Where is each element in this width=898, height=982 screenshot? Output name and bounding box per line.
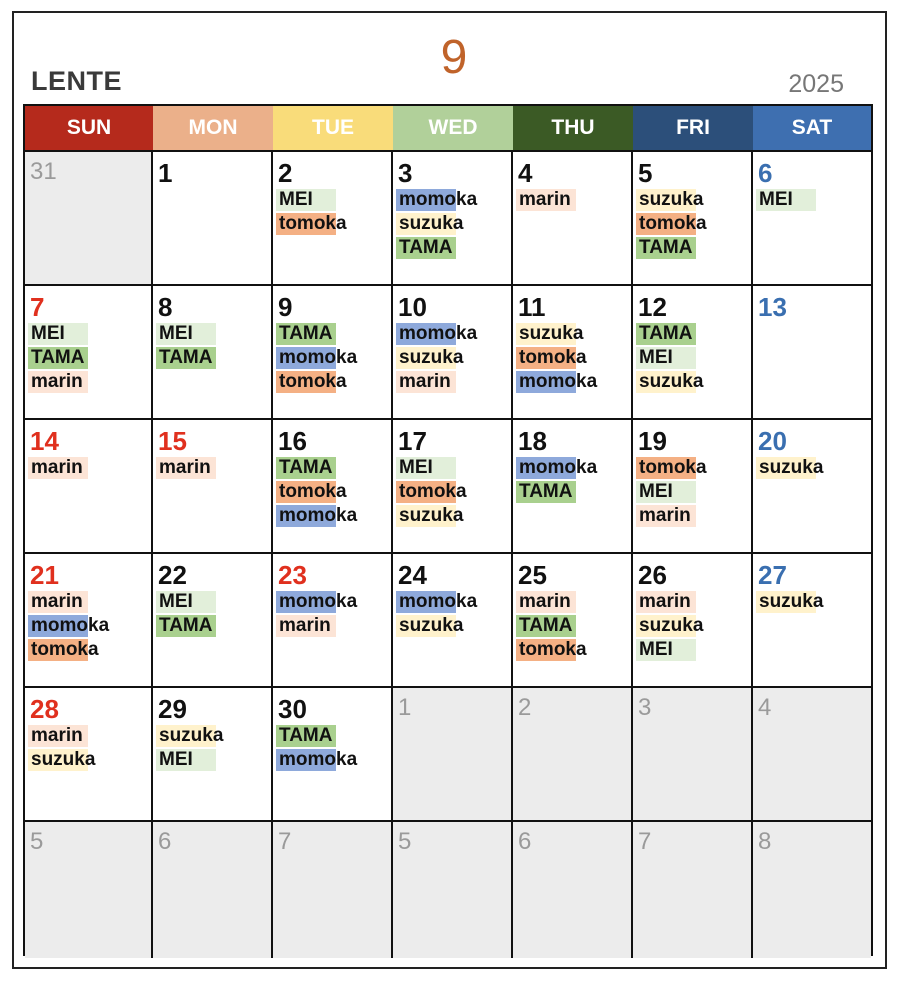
day-cell-other-month[interactable] — [633, 688, 753, 820]
event-list — [516, 322, 597, 394]
event-label: MEI — [639, 639, 673, 660]
day-cell-other-month[interactable] — [753, 688, 871, 820]
week-row — [25, 420, 871, 554]
event-label: suzuka — [759, 591, 824, 612]
event-label: momoka — [279, 591, 358, 612]
event-label: momoka — [519, 371, 598, 392]
day-number: 22 — [158, 560, 187, 590]
event-list — [28, 724, 95, 772]
event-label: TAMA — [639, 237, 693, 258]
day-number: 26 — [638, 560, 667, 590]
event-list — [156, 724, 223, 772]
event-label: TAMA — [399, 237, 453, 258]
event-tama[interactable] — [156, 346, 212, 370]
event-suzuka[interactable] — [636, 188, 707, 212]
day-number: 24 — [398, 560, 427, 590]
event-tomoka[interactable] — [636, 212, 707, 236]
event-label: TAMA — [279, 323, 333, 344]
event-label: suzuka — [399, 615, 464, 636]
event-label: tomoka — [519, 639, 587, 660]
day-cell[interactable] — [513, 554, 633, 686]
day-cell[interactable] — [633, 286, 753, 418]
day-number: 5 — [30, 828, 44, 855]
event-label: momoka — [399, 323, 478, 344]
month-number: 9 — [440, 31, 468, 84]
event-label: MEI — [31, 323, 65, 344]
day-cell[interactable] — [273, 286, 393, 418]
day-cell[interactable] — [513, 286, 633, 418]
event-tomoka[interactable] — [28, 638, 109, 662]
event-list — [396, 322, 477, 394]
event-label: suzuka — [519, 323, 584, 344]
day-cell[interactable] — [633, 152, 753, 284]
event-momoka[interactable] — [516, 456, 597, 480]
event-label: marin — [31, 725, 83, 746]
event-label: suzuka — [639, 371, 704, 392]
day-cell-other-month[interactable] — [393, 688, 513, 820]
event-suzuka[interactable] — [396, 346, 477, 370]
event-tama[interactable] — [276, 724, 357, 748]
week-row — [25, 822, 871, 958]
event-label: tomoka — [639, 213, 707, 234]
day-number: 29 — [158, 694, 187, 724]
event-marin[interactable] — [28, 724, 95, 748]
week-row — [25, 688, 871, 822]
event-tama[interactable] — [276, 322, 357, 346]
day-number: 27 — [758, 560, 787, 590]
day-cell-other-month[interactable] — [513, 688, 633, 820]
day-number: 7 — [278, 828, 292, 855]
day-cell-other-month[interactable] — [393, 822, 513, 958]
event-label: momoka — [279, 347, 358, 368]
weekday-header — [25, 106, 871, 152]
event-tomoka[interactable] — [516, 346, 597, 370]
event-momoka[interactable] — [396, 590, 477, 614]
event-tama[interactable] — [636, 236, 707, 260]
day-number: 5 — [398, 828, 412, 855]
event-label: MEI — [159, 591, 193, 612]
event-list — [756, 590, 823, 614]
event-list — [516, 590, 587, 662]
day-number: 15 — [158, 426, 187, 456]
event-label: suzuka — [399, 505, 464, 526]
event-list — [28, 322, 84, 394]
weekday-sun: SUN — [25, 106, 153, 150]
day-number: 2 — [518, 694, 532, 721]
day-number: 6 — [158, 828, 172, 855]
event-list — [636, 188, 707, 260]
event-tama[interactable] — [156, 614, 212, 638]
event-tomoka[interactable] — [396, 480, 467, 504]
event-list — [276, 456, 357, 528]
event-list — [396, 456, 467, 528]
day-cell[interactable] — [25, 286, 153, 418]
day-number: 10 — [398, 292, 427, 322]
week-row — [25, 286, 871, 420]
weekday-mon: MON — [153, 106, 273, 150]
event-mei[interactable] — [28, 322, 84, 346]
day-number: 4 — [518, 158, 533, 188]
event-list — [756, 188, 793, 212]
weekday-wed: WED — [393, 106, 513, 150]
event-list — [396, 188, 477, 260]
event-label: MEI — [399, 457, 433, 478]
day-number: 14 — [30, 426, 59, 456]
day-cell-other-month[interactable] — [153, 822, 273, 958]
event-mei[interactable] — [636, 638, 703, 662]
day-number: 9 — [278, 292, 293, 322]
day-number: 7 — [638, 828, 652, 855]
event-label: tomoka — [279, 213, 347, 234]
event-label: marin — [279, 615, 331, 636]
event-tama[interactable] — [516, 614, 587, 638]
event-list — [396, 590, 477, 638]
event-marin[interactable] — [516, 590, 587, 614]
event-list — [636, 590, 703, 662]
day-number: 12 — [638, 292, 667, 322]
day-cell[interactable] — [753, 286, 871, 418]
brand-title: LENTE — [31, 66, 123, 96]
event-label: marin — [639, 505, 691, 526]
event-label: marin — [159, 457, 211, 478]
day-number: 2 — [278, 158, 293, 188]
event-label: TAMA — [159, 347, 213, 368]
event-label: TAMA — [279, 457, 333, 478]
day-number: 6 — [758, 158, 773, 188]
event-label: marin — [31, 591, 83, 612]
weekday-thu: THU — [513, 106, 633, 150]
event-marin[interactable] — [636, 590, 703, 614]
event-mei[interactable] — [396, 456, 467, 480]
event-label: tomoka — [279, 481, 347, 502]
event-label: marin — [519, 189, 571, 210]
event-label: suzuka — [639, 615, 704, 636]
week-row — [25, 152, 871, 286]
event-marin[interactable] — [28, 590, 109, 614]
event-label: momoka — [31, 615, 110, 636]
day-number: 25 — [518, 560, 547, 590]
event-marin[interactable] — [396, 370, 477, 394]
event-label: tomoka — [519, 347, 587, 368]
event-list — [276, 188, 347, 236]
event-label: marin — [639, 591, 691, 612]
event-mei[interactable] — [636, 346, 703, 370]
event-label: marin — [31, 457, 83, 478]
day-cell[interactable] — [393, 286, 513, 418]
event-list — [756, 456, 823, 480]
event-list — [156, 590, 212, 638]
event-label: MEI — [159, 749, 193, 770]
event-suzuka[interactable] — [756, 590, 823, 614]
event-suzuka[interactable] — [756, 456, 823, 480]
calendar-grid — [23, 104, 873, 956]
event-marin[interactable] — [156, 456, 211, 480]
day-number: 18 — [518, 426, 547, 456]
event-list — [276, 322, 357, 394]
event-mei[interactable] — [156, 590, 212, 614]
event-label: MEI — [279, 189, 313, 210]
event-label: momoka — [519, 457, 598, 478]
day-number: 16 — [278, 426, 307, 456]
event-label: TAMA — [519, 481, 573, 502]
event-tomoka[interactable] — [276, 212, 347, 236]
day-number: 20 — [758, 426, 787, 456]
day-cell[interactable] — [513, 420, 633, 552]
event-label: MEI — [159, 323, 193, 344]
event-label: momoka — [399, 591, 478, 612]
event-marin[interactable] — [276, 614, 357, 638]
day-cell[interactable] — [25, 688, 153, 820]
weekday-tue: TUE — [273, 106, 393, 150]
event-label: TAMA — [519, 615, 573, 636]
day-cell[interactable] — [393, 152, 513, 284]
day-cell-other-month[interactable] — [25, 822, 153, 958]
day-number: 8 — [158, 292, 173, 322]
event-tama[interactable] — [396, 236, 477, 260]
event-label: MEI — [639, 347, 673, 368]
day-cell[interactable] — [25, 554, 153, 686]
day-cell[interactable] — [273, 420, 393, 552]
event-label: suzuka — [399, 213, 464, 234]
event-momoka[interactable] — [28, 614, 109, 638]
event-label: tomoka — [639, 457, 707, 478]
event-label: suzuka — [639, 189, 704, 210]
day-number: 31 — [30, 158, 57, 185]
day-number: 1 — [158, 158, 173, 188]
event-marin[interactable] — [28, 456, 83, 480]
day-number: 21 — [30, 560, 59, 590]
day-cell[interactable] — [633, 420, 753, 552]
event-tama[interactable] — [516, 480, 597, 504]
event-list — [28, 456, 83, 480]
day-number: 7 — [30, 292, 45, 322]
event-momoka[interactable] — [276, 504, 357, 528]
event-label: marin — [31, 371, 83, 392]
day-number: 1 — [398, 694, 412, 721]
event-label: MEI — [639, 481, 673, 502]
weekday-fri: FRI — [633, 106, 753, 150]
event-suzuka[interactable] — [516, 322, 597, 346]
event-list — [516, 456, 597, 504]
event-label: suzuka — [159, 725, 224, 746]
year-label: 2025 — [788, 70, 844, 98]
event-tama[interactable] — [276, 456, 357, 480]
event-mei[interactable] — [156, 748, 223, 772]
event-tama[interactable] — [28, 346, 84, 370]
event-mei[interactable] — [276, 188, 347, 212]
event-label: marin — [519, 591, 571, 612]
event-suzuka[interactable] — [396, 504, 467, 528]
day-number: 19 — [638, 426, 667, 456]
day-number: 3 — [638, 694, 652, 721]
event-suzuka[interactable] — [636, 614, 703, 638]
event-label: suzuka — [759, 457, 824, 478]
day-cell[interactable] — [753, 554, 871, 686]
day-cell[interactable] — [393, 420, 513, 552]
day-number: 13 — [758, 292, 787, 322]
event-momoka[interactable] — [516, 370, 597, 394]
event-label: TAMA — [31, 347, 85, 368]
event-list — [516, 188, 571, 212]
day-number: 3 — [398, 158, 413, 188]
day-cell[interactable] — [633, 554, 753, 686]
event-momoka[interactable] — [276, 346, 357, 370]
day-number: 4 — [758, 694, 772, 721]
event-momoka[interactable] — [396, 322, 477, 346]
event-label: tomoka — [31, 639, 99, 660]
event-tomoka[interactable] — [636, 456, 707, 480]
event-tomoka[interactable] — [516, 638, 587, 662]
day-cell[interactable] — [273, 554, 393, 686]
day-cell-other-month[interactable] — [25, 152, 153, 284]
event-tomoka[interactable] — [276, 480, 357, 504]
event-marin[interactable] — [28, 370, 84, 394]
event-momoka[interactable] — [396, 188, 477, 212]
day-cell[interactable] — [393, 554, 513, 686]
event-mei[interactable] — [636, 480, 707, 504]
event-label: TAMA — [279, 725, 333, 746]
day-number: 28 — [30, 694, 59, 724]
day-number: 30 — [278, 694, 307, 724]
event-label: momoka — [279, 749, 358, 770]
event-marin[interactable] — [636, 504, 707, 528]
calendar-weeks — [25, 152, 871, 958]
day-number: 17 — [398, 426, 427, 456]
event-label: suzuka — [31, 749, 96, 770]
event-list — [156, 322, 212, 370]
event-label: momoka — [399, 189, 478, 210]
event-list — [28, 590, 109, 662]
event-label: MEI — [759, 189, 793, 210]
event-label: tomoka — [399, 481, 467, 502]
day-cell[interactable] — [513, 152, 633, 284]
day-cell[interactable] — [153, 688, 273, 820]
event-marin[interactable] — [516, 188, 571, 212]
day-number: 6 — [518, 828, 532, 855]
day-cell[interactable] — [153, 152, 273, 284]
day-cell-other-month[interactable] — [753, 822, 871, 958]
weekday-sat: SAT — [753, 106, 871, 150]
day-number: 23 — [278, 560, 307, 590]
event-label: TAMA — [159, 615, 213, 636]
event-list — [276, 590, 357, 638]
event-suzuka[interactable] — [156, 724, 223, 748]
event-momoka[interactable] — [276, 748, 357, 772]
event-momoka[interactable] — [276, 590, 357, 614]
event-suzuka[interactable] — [28, 748, 95, 772]
event-tomoka[interactable] — [276, 370, 357, 394]
day-cell-other-month[interactable] — [513, 822, 633, 958]
event-tama[interactable] — [636, 322, 703, 346]
event-list — [276, 724, 357, 772]
day-cell[interactable] — [153, 554, 273, 686]
day-number: 5 — [638, 158, 653, 188]
week-row — [25, 554, 871, 688]
event-mei[interactable] — [756, 188, 793, 212]
event-label: momoka — [279, 505, 358, 526]
day-cell-other-month[interactable] — [633, 822, 753, 958]
event-list — [636, 322, 703, 394]
day-cell[interactable] — [753, 420, 871, 552]
event-label: tomoka — [279, 371, 347, 392]
event-list — [636, 456, 707, 528]
event-mei[interactable] — [156, 322, 212, 346]
event-suzuka[interactable] — [396, 212, 477, 236]
event-suzuka[interactable] — [396, 614, 477, 638]
day-cell[interactable] — [153, 420, 273, 552]
event-suzuka[interactable] — [636, 370, 703, 394]
day-cell-other-month[interactable] — [273, 822, 393, 958]
day-cell[interactable] — [753, 152, 871, 284]
day-cell[interactable] — [25, 420, 153, 552]
event-label: suzuka — [399, 347, 464, 368]
day-number: 8 — [758, 828, 772, 855]
day-cell[interactable] — [273, 152, 393, 284]
event-list — [156, 456, 211, 480]
event-label: TAMA — [639, 323, 693, 344]
event-label: marin — [399, 371, 451, 392]
day-number: 11 — [518, 292, 546, 322]
day-cell[interactable] — [153, 286, 273, 418]
day-cell[interactable] — [273, 688, 393, 820]
